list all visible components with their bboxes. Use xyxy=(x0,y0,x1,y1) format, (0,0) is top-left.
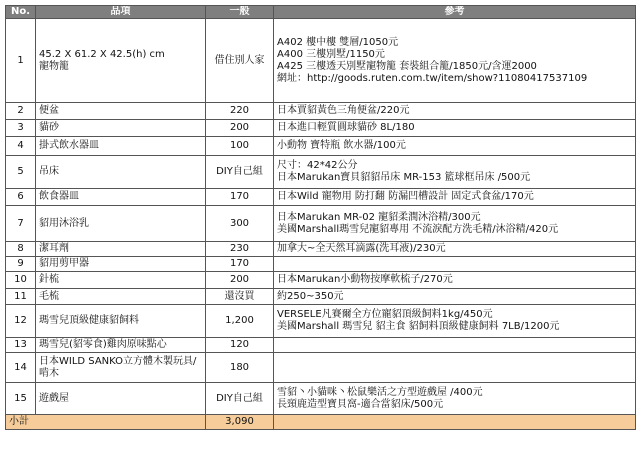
reference-line: A400 三樓別墅/1150元 xyxy=(277,48,385,60)
item-reference xyxy=(274,338,636,353)
item-reference xyxy=(274,383,636,415)
header-price: 一般 xyxy=(206,6,274,19)
row-number: 9 xyxy=(6,257,36,272)
item-line: 毛梳 xyxy=(39,290,59,302)
item-line: 瑪雪兒(貂零食)雞肉原味點心 xyxy=(39,339,167,350)
table-row xyxy=(6,272,636,289)
item-reference xyxy=(274,19,636,103)
item-name xyxy=(36,289,206,305)
row-number: 7 xyxy=(6,206,36,242)
item-name xyxy=(36,137,206,156)
item-name xyxy=(36,19,206,103)
row-number: 3 xyxy=(6,120,36,137)
reference-line: 日本賈貂黃色三角便盆/220元 xyxy=(277,105,410,116)
subtotal-value: 3,090 xyxy=(206,415,274,430)
item-price: 還沒買 xyxy=(206,289,274,305)
item-name xyxy=(36,257,206,272)
row-number: 4 xyxy=(6,137,36,156)
item-name xyxy=(36,206,206,242)
table-row xyxy=(6,189,636,206)
item-price: DIY自己組 xyxy=(206,383,274,415)
reference-line: 日本Marukan小動物按摩軟梳子/270元 xyxy=(277,274,453,285)
item-line: 潔耳劑 xyxy=(39,243,69,254)
reference-line: A402 樓中樓 雙層/1050元 xyxy=(277,36,399,48)
row-number: 1 xyxy=(6,19,36,103)
reference-line: 尺寸：42*42公分 xyxy=(277,160,358,171)
table-row xyxy=(6,289,636,305)
item-reference xyxy=(274,137,636,156)
row-number: 11 xyxy=(6,289,36,305)
item-price: 200 xyxy=(206,272,274,289)
reference-line: 雪貂丶小貓咪丶松鼠樂活之方型遊戲屋 /400元 xyxy=(277,386,483,398)
item-name xyxy=(36,305,206,338)
row-number: 10 xyxy=(6,272,36,289)
item-line: 日本WILD SANKO立方體木製玩具/啃木 xyxy=(39,355,197,379)
header-row xyxy=(6,6,636,19)
item-line: 貂用沐浴乳 xyxy=(39,217,89,229)
table-row xyxy=(6,353,636,383)
reference-line: 日本Marukan寶貝貂貂吊床 MR-153 籃球框吊床 /500元 xyxy=(277,172,531,183)
table-row xyxy=(6,305,636,338)
table-row xyxy=(6,156,636,189)
item-name xyxy=(36,353,206,383)
item-line: 便盆 xyxy=(39,105,59,116)
item-price: 100 xyxy=(206,137,274,156)
item-reference xyxy=(274,272,636,289)
row-number: 8 xyxy=(6,242,36,257)
item-price: 170 xyxy=(206,257,274,272)
item-line: 瑪雪兒頂級健康貂飼料 xyxy=(39,315,139,326)
table-row xyxy=(6,19,636,103)
row-number: 14 xyxy=(6,353,36,383)
header-item: 品項 xyxy=(36,6,206,19)
item-name xyxy=(36,383,206,415)
item-reference xyxy=(274,189,636,206)
item-reference xyxy=(274,289,636,305)
item-line: 貓砂 xyxy=(39,122,59,133)
row-number: 13 xyxy=(6,338,36,353)
item-name xyxy=(36,189,206,206)
item-price: 300 xyxy=(206,206,274,242)
item-price: 180 xyxy=(206,353,274,383)
reference-line: 美國Marshall 瑪雪兒 貂主食 貂飼料頂級健康飼料 7LB/1200元 xyxy=(277,321,560,332)
item-price: 220 xyxy=(206,103,274,120)
reference-line: 日本進口輕質圓球貓砂 8L/180 xyxy=(277,122,415,133)
table-row xyxy=(6,137,636,156)
subtotal-label: 小計 xyxy=(6,415,206,430)
reference-line: 網址：http://goods.ruten.com.tw/item/show?11080417537109 xyxy=(277,72,588,84)
item-line: 吊床 xyxy=(39,166,59,177)
item-reference xyxy=(274,206,636,242)
item-price: 170 xyxy=(206,189,274,206)
shopping-list-table xyxy=(5,5,636,430)
item-name xyxy=(36,120,206,137)
item-line: 掛式飲水器皿 xyxy=(39,140,99,151)
item-reference xyxy=(274,120,636,137)
item-name xyxy=(36,156,206,189)
reference-line: 美國Marshall瑪雪兒寵貂專用 不流淚配方洗毛精/沐浴精/420元 xyxy=(277,223,559,235)
header-no: No. xyxy=(6,6,36,19)
item-price: 200 xyxy=(206,120,274,137)
item-price: 1,200 xyxy=(206,305,274,338)
reference-line: 日本Marukan MR-02 寵貂柔潤沐浴精/300元 xyxy=(277,211,481,223)
item-price: 230 xyxy=(206,242,274,257)
item-price: DIY自己組 xyxy=(206,156,274,189)
item-line: 遊戲屋 xyxy=(39,392,69,404)
table-row xyxy=(6,242,636,257)
table-row xyxy=(6,103,636,120)
item-line: 寵物籠 xyxy=(39,60,69,72)
item-price: 借住別人家 xyxy=(206,19,274,103)
subtotal-empty xyxy=(274,415,636,430)
table-row xyxy=(6,338,636,353)
table-row xyxy=(6,206,636,242)
item-name xyxy=(36,103,206,120)
item-name xyxy=(36,242,206,257)
table-row xyxy=(6,120,636,137)
reference-line: 約250~350元 xyxy=(277,290,344,302)
subtotal-row xyxy=(6,415,636,430)
reference-line: 加拿大~全天然耳滴露(洗耳液)/230元 xyxy=(277,243,446,254)
item-name xyxy=(36,338,206,353)
table-row xyxy=(6,257,636,272)
row-number: 2 xyxy=(6,103,36,120)
row-number: 15 xyxy=(6,383,36,415)
item-reference xyxy=(274,257,636,272)
item-reference xyxy=(274,353,636,383)
row-number: 6 xyxy=(6,189,36,206)
item-line: 飲食器皿 xyxy=(39,191,79,202)
reference-line: 長頸鹿造型寶貝窩-適合當貂床/500元 xyxy=(277,398,444,410)
item-reference xyxy=(274,242,636,257)
item-reference xyxy=(274,305,636,338)
item-line: 貂用剪甲器 xyxy=(39,258,89,269)
row-number: 5 xyxy=(6,156,36,189)
item-reference xyxy=(274,103,636,120)
table-row xyxy=(6,383,636,415)
item-reference xyxy=(274,156,636,189)
reference-line: A425 三樓透天別墅寵物籠 套裝組合籠/1850元/含運2000 xyxy=(277,60,537,72)
item-price: 120 xyxy=(206,338,274,353)
row-number: 12 xyxy=(6,305,36,338)
reference-line: 小動物 寶特瓶 飲水器/100元 xyxy=(277,140,406,151)
item-line: 針梳 xyxy=(39,274,59,285)
reference-line: 日本Wild 寵物用 防打翻 防漏凹槽設計 固定式食盆/170元 xyxy=(277,191,534,202)
item-line: 45.2 X 61.2 X 42.5(h) cm xyxy=(39,48,165,60)
item-name xyxy=(36,272,206,289)
header-reference: 參考 xyxy=(274,6,636,19)
reference-line: VERSELE凡賽爾全方位寵貂頂級飼料1kg/450元 xyxy=(277,309,493,320)
